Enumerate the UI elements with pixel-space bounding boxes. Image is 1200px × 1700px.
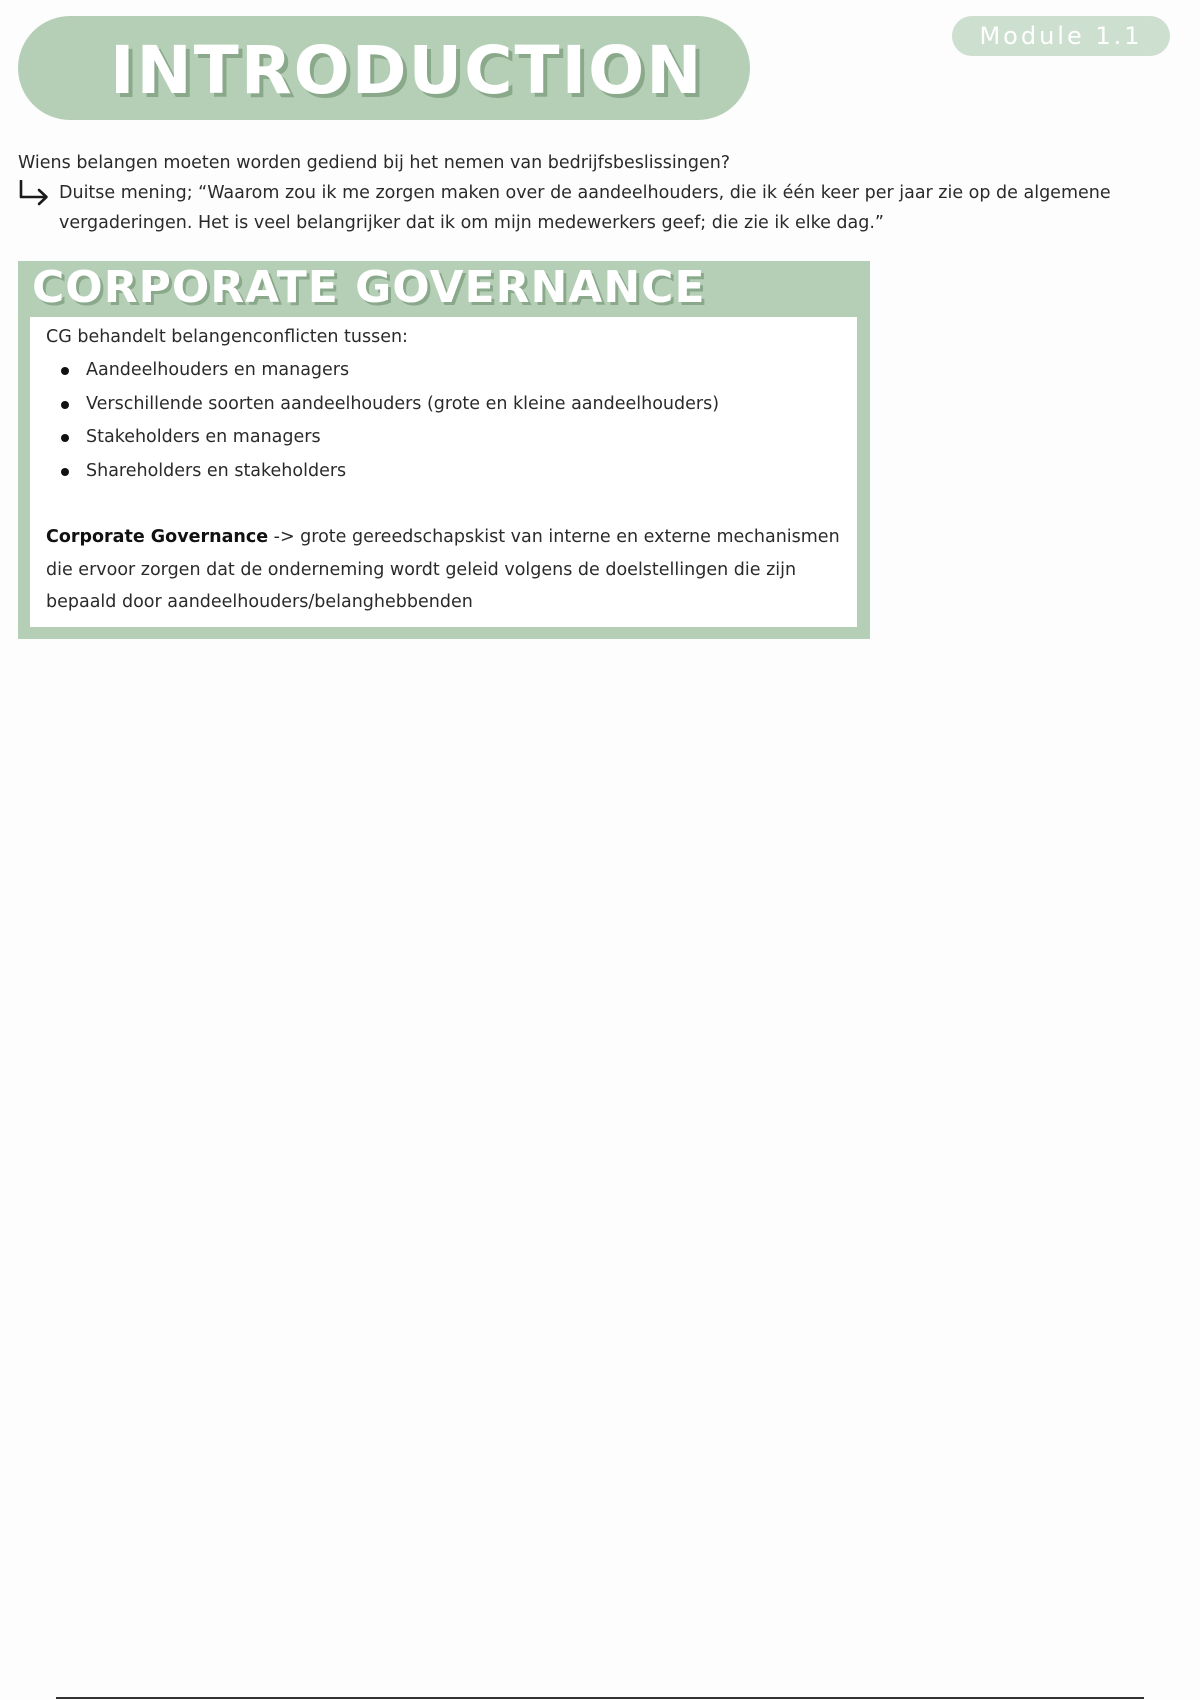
bullet-icon <box>61 401 69 409</box>
title-banner <box>18 16 750 120</box>
list-item-text: Aandeelhouders en managers <box>86 360 350 380</box>
conflict-list <box>46 354 841 488</box>
arrow-return-right-icon <box>18 180 50 206</box>
definition-term: Corporate Governance <box>46 527 269 547</box>
page-title: INTRODUCTION <box>110 32 704 109</box>
intro-block <box>18 148 1178 238</box>
bullet-icon <box>61 434 69 442</box>
definition-text: -> grote gereedschapskist van interne en externe mechanismen die ervoor zorgen dat de onderneming wordt geleid volgens de doelstellingen die zijn bepaald door aandeelhouders/belanghebbenden <box>46 527 840 612</box>
definition-paragraph <box>46 521 841 619</box>
quote-row <box>18 178 1178 238</box>
module-badge: Module 1.1 <box>952 16 1170 56</box>
list-item <box>46 388 841 422</box>
list-item <box>46 354 841 388</box>
intro-question: Wiens belangen moeten worden gediend bij het nemen van bedrijfsbeslissingen? <box>18 153 731 173</box>
list-item <box>46 421 841 455</box>
bullet-icon <box>61 468 69 476</box>
footer-divider <box>56 1697 1144 1699</box>
list-item-text: Verschillende soorten aandeelhouders (grote en kleine aandeelhouders) <box>86 393 720 414</box>
bullet-icon <box>61 367 69 375</box>
section-title: CORPORATE GOVERNANCE <box>32 262 706 313</box>
list-item-text: Shareholders en stakeholders <box>86 460 347 481</box>
section-content <box>30 317 857 627</box>
list-item-text: Stakeholders en managers <box>86 427 321 447</box>
corporate-governance-section <box>18 261 870 639</box>
quote-text: Duitse mening; “Waarom zou ik me zorgen maken over de aandeelhouders, die ik één keer per jaar zie op de algemene vergaderingen. Het is veel belangrijker dat ik om mijn medewerkers geef; die zie ik elke dag.” <box>59 183 1111 233</box>
section-lead: CG behandelt belangenconflicten tussen: <box>46 327 408 347</box>
list-item <box>46 455 841 489</box>
